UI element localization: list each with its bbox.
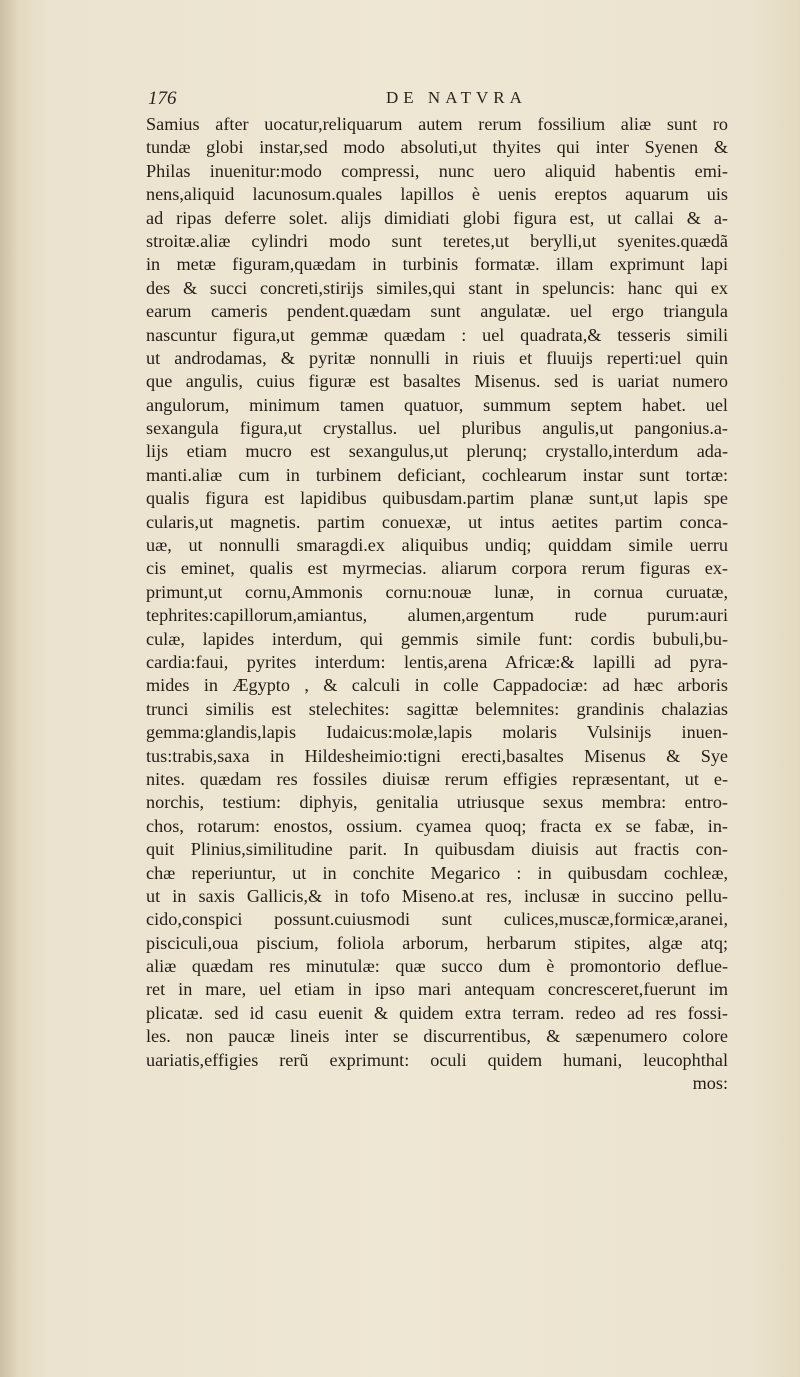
text-line: manti.aliæ cum in turbinem deficiant, cochlearum instar sunt tortæ: (146, 464, 728, 485)
text-line: uæ, ut nonnulli smaragdi.ex aliquibus undiq; quiddam simile uerru (146, 535, 728, 556)
text-line: que angulis, cuius figuræ est basaltes Misenus. sed is uariat numero (146, 371, 728, 392)
text-line: norchis, testium: diphyis, genitalia utriusque sexus membra: entro- (146, 792, 728, 813)
text-line: qualis figura est lapidibus quibusdam.partim planæ sunt,ut lapis spe (146, 488, 728, 509)
text-line: culæ, lapides interdum, qui gemmis simile funt: cordis bubuli,bu- (146, 628, 728, 649)
text-line: des & succi concreti,stirijs similes,qui stant in speluncis: hanc qui ex (146, 277, 728, 298)
text-line: angulorum, minimum tamen quatuor, summum septem habet. uel (146, 394, 728, 415)
text-line: cularis,ut magnetis. partim conuexæ, ut intus aetites partim conca- (146, 511, 728, 532)
text-line: stroitæ.aliæ cylindri modo sunt teretes,ut berylli,ut syenites.quædã (146, 230, 728, 251)
text-line: tus:trabis,saxa in Hildesheimio:tigni erecti,basaltes Misenus & Sye (146, 745, 728, 766)
text-line: tephrites:capillorum,amiantus, alumen,argentum rude purum:auri (146, 605, 728, 626)
text-line: nites. quædam res fossiles diuisæ rerum effigies repræsentant, ut e- (146, 768, 728, 789)
text-line: pisciculi,oua piscium, foliola arborum, herbarum stipites, algæ atq; (146, 932, 728, 953)
page-number: 176 (148, 88, 177, 109)
text-line: chos, rotarum: enostos, ossium. cyamea quoq; fracta ex se fabæ, in- (146, 815, 728, 836)
text-line: sexangula figura,ut crystallus. uel pluribus angulis,ut pangonius.a- (146, 418, 728, 439)
text-line: lijs etiam mucro est sexangulus,ut plerunq; crystallo,interdum ada- (146, 441, 728, 462)
text-line: tundæ globi instar,sed modo absoluti,ut thyites qui inter Syenen & (146, 137, 728, 158)
text-line: plicatæ. sed id casu euenit & quidem extra terram. redeo ad res fossi- (146, 1002, 728, 1023)
text-line: Samius after uocatur,reliquarum autem rerum fossilium aliæ sunt ro (146, 114, 728, 134)
running-head: DE NATVRA (386, 88, 527, 107)
text-line: cis eminet, qualis est myrmecias. aliarum corpora rerum figuras ex- (146, 558, 728, 579)
text-line: mos: (692, 1073, 728, 1094)
text-line: quit Plinius,similitudine parit. In quibusdam diuisis aut fractis con- (146, 839, 728, 860)
text-line: chæ reperiuntur, ut in conchite Megarico : in quibusdam cochleæ, (146, 862, 728, 883)
text-line: aliæ quædam res minutulæ: quæ succo dum è promontorio deflue- (146, 956, 728, 977)
text-line: nascuntur figura,ut gemmæ quædam : uel quadrata,& tesseris simili (146, 324, 728, 345)
text-line: trunci similis est stelechites: sagittæ belemnites: grandinis chalazias (146, 698, 728, 719)
text-line: ad ripas deferre solet. alijs dimidiati globi figura est, ut callai & a- (146, 207, 728, 228)
text-line: cardia:faui, pyrites interdum: lentis,arena Africæ:& lapilli ad pyra- (146, 651, 728, 672)
text-line: uariatis,effigies rerũ exprimunt: oculi quidem humani, leucophthal (146, 1049, 728, 1070)
text-line: in metæ figuram,quædam in turbinis formatæ. illam exprimunt lapi (146, 254, 728, 275)
page-header (148, 88, 718, 114)
text-line: les. non paucæ lineis inter se discurrentibus, & sæpenumero colore (146, 1026, 728, 1047)
text-line: ut in saxis Gallicis,& in tofo Miseno.at res, inclusæ in succino pellu- (146, 885, 728, 906)
text-line: primunt,ut cornu,Ammonis cornu:nouæ lunæ, in cornua curuatæ, (146, 581, 728, 602)
page-gutter-shadow (0, 0, 18, 1377)
text-line: nens,aliquid lacunosum.quales lapillos è uenis ereptos aquarum uis (146, 184, 728, 205)
text-line: gemma:glandis,lapis Iudaicus:molæ,lapis molaris Vulsinijs inuen- (146, 722, 728, 743)
text-line: Philas inuenitur:modo compressi, nunc uero aliquid habentis emi- (146, 160, 728, 181)
text-line: cido,conspici possunt.cuiusmodi sunt culices,muscæ,formicæ,aranei, (146, 909, 728, 930)
text-line: ut androdamas, & pyritæ nonnulli in riuis et fluuijs reperti:uel quin (146, 347, 728, 368)
body-text (146, 113, 728, 1095)
text-line: mides in Ægypto , & calculi in colle Cappadociæ: ad hæc arboris (146, 675, 728, 696)
text-line: ret in mare, uel etiam in ipso mari antequam concresceret,fuerunt im (146, 979, 728, 1000)
text-line: earum cameris pendent.quædam sunt angulatæ. uel ergo triangula (146, 301, 728, 322)
